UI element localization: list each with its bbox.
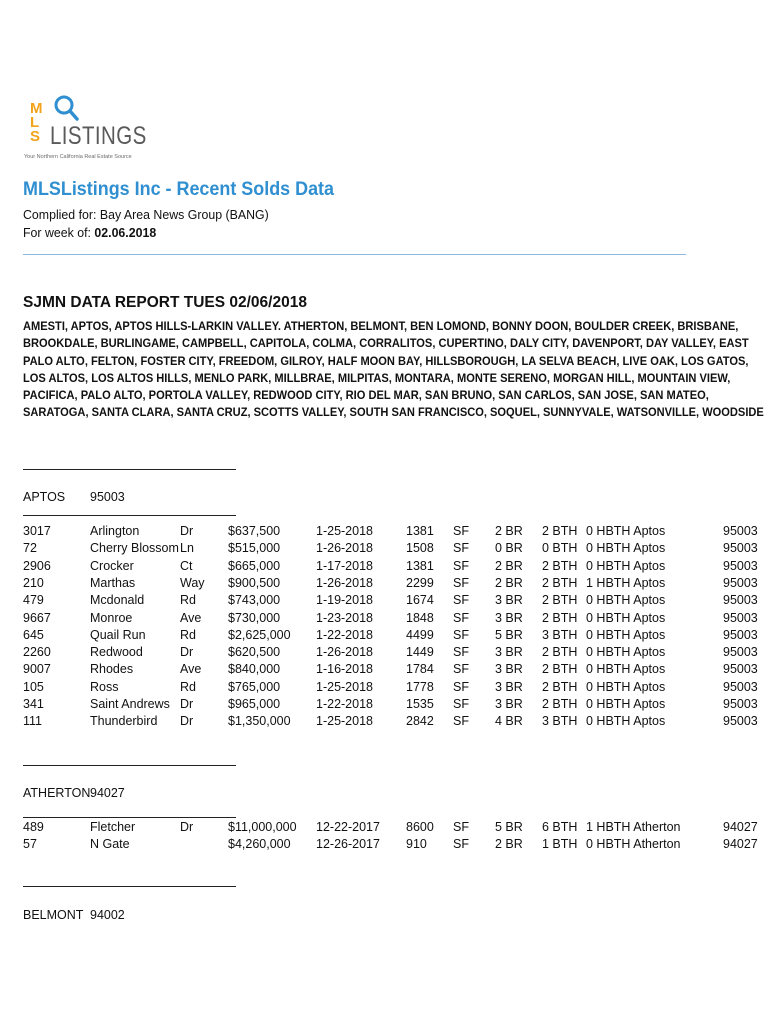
sale-row — [0, 837, 768, 854]
zip-code: 95003 — [723, 697, 758, 711]
week-label: For week of: — [23, 225, 91, 240]
street-type: Dr — [180, 820, 194, 834]
half-baths-city: 0 HBTH Aptos — [586, 679, 666, 694]
bathrooms: 2 BTH — [542, 662, 578, 677]
street-type: Dr — [180, 697, 194, 711]
property-type: SF — [453, 837, 469, 852]
square-feet: 1449 — [406, 645, 434, 660]
square-feet: 1778 — [406, 679, 434, 694]
compiled-for-line: Complied for: Bay Area News Group (BANG) — [23, 207, 269, 222]
street-type: Ct — [180, 558, 193, 573]
street-name: Marthas — [90, 575, 136, 590]
section-city: APTOS — [23, 490, 66, 504]
street-number: 57 — [23, 837, 37, 852]
half-baths-city: 0 HBTH Aptos — [586, 524, 666, 538]
property-type: SF — [453, 558, 469, 573]
bedrooms: 3 BR — [495, 662, 523, 677]
street-name: Thunderbird — [90, 714, 158, 729]
street-number: 645 — [23, 627, 44, 642]
sale-date: 1-22-2018 — [316, 627, 373, 642]
bathrooms: 2 BTH — [542, 593, 578, 608]
bathrooms: 0 BTH — [542, 541, 578, 556]
street-type: Ave — [180, 610, 202, 625]
bedrooms: 4 BR — [495, 714, 523, 729]
bedrooms: 3 BR — [495, 679, 523, 694]
street-type: Ln — [180, 541, 194, 556]
half-baths-city: 0 HBTH Aptos — [586, 610, 666, 625]
street-name: N Gate — [90, 837, 130, 852]
section-city: BELMONT — [23, 908, 84, 922]
bedrooms: 2 BR — [495, 837, 523, 852]
bedrooms: 3 BR — [495, 610, 523, 625]
street-number: 72 — [23, 541, 37, 556]
street-name: Saint Andrews — [90, 697, 170, 711]
street-name: Monroe — [90, 610, 133, 625]
bedrooms: 2 BR — [495, 558, 523, 573]
square-feet: 4499 — [406, 627, 434, 642]
sale-row — [0, 820, 768, 837]
city-list-line: LOS ALTOS, LOS ALTOS HILLS, MENLO PARK, MILLBRAE, MILPITAS, MONTARA, MONTE SERENO, MORGAN HILL, MOUNTAIN VIEW, — [23, 370, 731, 385]
bathrooms: 1 BTH — [542, 837, 578, 852]
zip-code: 94027 — [723, 820, 758, 834]
bedrooms: 5 BR — [495, 627, 523, 642]
logo-mls-letter: L — [30, 114, 40, 131]
sale-row — [0, 576, 768, 593]
bedrooms: 3 BR — [495, 593, 523, 608]
half-baths-city: 0 HBTH Aptos — [586, 558, 666, 573]
sale-row — [0, 559, 768, 576]
section-divider — [23, 886, 236, 887]
sale-price: $1,350,000 — [228, 714, 291, 729]
street-name: Redwood — [90, 645, 143, 660]
zip-code: 95003 — [723, 610, 758, 625]
street-number: 489 — [23, 820, 44, 834]
street-name: Cherry Blossom — [90, 541, 179, 556]
street-number: 2260 — [23, 645, 51, 660]
bedrooms: 2 BR — [495, 575, 523, 590]
magnifier-handle — [70, 111, 77, 119]
sale-date: 1-25-2018 — [316, 679, 373, 694]
sale-price: $965,000 — [228, 697, 281, 711]
header-divider — [23, 254, 686, 255]
street-type: Dr — [180, 714, 194, 729]
sale-date: 12-26-2017 — [316, 837, 380, 852]
street-number: 479 — [23, 593, 44, 608]
sale-price: $730,000 — [228, 610, 281, 625]
square-feet: 1381 — [406, 558, 434, 573]
sale-row — [0, 697, 768, 714]
bedrooms: 5 BR — [495, 820, 523, 834]
half-baths-city: 0 HBTH Aptos — [586, 697, 666, 711]
half-baths-city: 0 HBTH Aptos — [586, 645, 666, 660]
half-baths-city: 1 HBTH Aptos — [586, 575, 666, 590]
logo-mls-letter: M — [30, 100, 43, 117]
section-header — [23, 786, 125, 800]
square-feet: 1535 — [406, 697, 434, 711]
sale-price: $11,000,000 — [228, 820, 297, 834]
sale-date: 1-26-2018 — [316, 575, 373, 590]
zip-code: 95003 — [723, 558, 758, 573]
square-feet: 1848 — [406, 610, 434, 625]
sale-date: 1-26-2018 — [316, 645, 373, 660]
sale-date: 1-25-2018 — [316, 714, 373, 729]
logo-mls-text — [30, 102, 48, 144]
city-list-line: BROOKDALE, BURLINGAME, CAMPBELL, CAPITOLA, COLMA, CORRALITOS, CUPERTINO, DALY CITY, DAVENPORT, DAY VALLEY, EAST — [23, 336, 749, 351]
bathrooms: 2 BTH — [542, 679, 578, 694]
zip-code: 95003 — [723, 645, 758, 660]
sale-row — [0, 524, 768, 541]
city-list-line: PACIFICA, PALO ALTO, PORTOLA VALLEY, REDWOOD CITY, RIO DEL MAR, SAN BRUNO, SAN CARLOS, SAN JOSE, SAN MATEO, — [23, 388, 709, 403]
zip-code: 94027 — [723, 837, 758, 852]
street-type: Rd — [180, 593, 196, 608]
sale-price: $515,000 — [228, 541, 281, 556]
sale-date: 1-25-2018 — [316, 524, 373, 538]
half-baths-city: 0 HBTH Atherton — [586, 837, 681, 852]
sale-row — [0, 541, 768, 558]
street-name: Rhodes — [90, 662, 134, 677]
bedrooms: 2 BR — [495, 524, 523, 538]
street-number: 111 — [23, 714, 43, 729]
square-feet: 2842 — [406, 714, 434, 729]
street-type: Rd — [180, 627, 196, 642]
property-type: SF — [453, 662, 469, 677]
zip-code: 95003 — [723, 575, 758, 590]
property-type: SF — [453, 610, 469, 625]
street-number: 9007 — [23, 662, 51, 677]
zip-code: 95003 — [723, 541, 758, 556]
square-feet: 1381 — [406, 524, 434, 538]
sale-date: 12-22-2017 — [316, 820, 380, 834]
bedrooms: 3 BR — [495, 645, 523, 660]
square-feet: 1508 — [406, 541, 434, 556]
street-type: Way — [180, 575, 205, 590]
section-zip: 95003 — [90, 490, 125, 504]
sale-date: 1-26-2018 — [316, 541, 373, 556]
half-baths-city: 0 HBTH Aptos — [586, 714, 666, 729]
street-number: 341 — [23, 697, 44, 711]
week-line — [23, 225, 156, 240]
street-name: Crocker — [90, 558, 134, 573]
half-baths-city: 0 HBTH Aptos — [586, 541, 666, 556]
street-number: 210 — [23, 575, 44, 590]
square-feet: 1674 — [406, 593, 434, 608]
street-number: 9667 — [23, 610, 51, 625]
section-header — [23, 490, 125, 504]
bathrooms: 2 BTH — [542, 558, 578, 573]
street-name: Quail Run — [90, 627, 146, 642]
city-list-line: AMESTI, APTOS, APTOS HILLS-LARKIN VALLEY. ATHERTON, BELMONT, BEN LOMOND, BONNY DOON, BOULDER CREEK, BRISBANE, — [23, 319, 739, 333]
bathrooms: 2 BTH — [542, 575, 578, 590]
sale-date: 1-23-2018 — [316, 610, 373, 625]
property-type: SF — [453, 575, 469, 590]
sale-date: 1-22-2018 — [316, 697, 373, 711]
report-title: SJMN DATA REPORT TUES 02/06/2018 — [23, 294, 307, 311]
section-zip: 94002 — [90, 908, 125, 922]
sale-date: 1-19-2018 — [316, 593, 373, 608]
half-baths-city: 0 HBTH Aptos — [586, 593, 666, 608]
week-value: 02.06.2018 — [94, 225, 157, 240]
property-type: SF — [453, 714, 469, 729]
logo-wordmark: LISTINGS — [50, 122, 147, 150]
street-type: Dr — [180, 645, 194, 660]
property-type: SF — [453, 645, 469, 660]
zip-code: 95003 — [723, 662, 758, 677]
bathrooms: 2 BTH — [542, 645, 578, 660]
sale-date: 1-17-2018 — [316, 558, 373, 573]
street-name: Ross — [90, 679, 119, 694]
street-number: 2906 — [23, 558, 51, 573]
city-list-line: SARATOGA, SANTA CLARA, SANTA CRUZ, SCOTTS VALLEY, SOUTH SAN FRANCISCO, SOQUEL, SUNNYVALE, WATSONVILLE, WOODSIDE — [23, 405, 764, 420]
property-type: SF — [453, 820, 469, 834]
section-zip: 94027 — [90, 786, 125, 800]
sale-price: $2,625,000 — [228, 627, 291, 642]
bedrooms: 0 BR — [495, 541, 523, 556]
sale-row — [0, 680, 768, 697]
bathrooms: 3 BTH — [542, 627, 578, 642]
section-divider — [23, 515, 236, 516]
half-baths-city: 0 HBTH Aptos — [586, 627, 666, 642]
property-type: SF — [453, 593, 469, 608]
sale-row — [0, 628, 768, 645]
street-type: Rd — [180, 679, 196, 694]
city-list-line: PALO ALTO, FELTON, FOSTER CITY, FREEDOM, GILROY, HALF MOON BAY, HILLSBOROUGH, LA SELVA BEACH, LIVE OAK, LOS GATOS, — [23, 353, 749, 368]
street-type: Ave — [180, 662, 202, 677]
property-type: SF — [453, 697, 469, 711]
property-type: SF — [453, 541, 469, 556]
bathrooms: 2 BTH — [542, 524, 578, 538]
sale-price: $900,500 — [228, 575, 281, 590]
sale-price: $665,000 — [228, 558, 281, 573]
zip-code: 95003 — [723, 714, 758, 729]
bathrooms: 3 BTH — [542, 714, 578, 729]
sale-row — [0, 593, 768, 610]
square-feet: 1784 — [406, 662, 434, 677]
street-number: 105 — [23, 679, 44, 694]
sale-price: $4,260,000 — [228, 837, 291, 852]
street-name: Mcdonald — [90, 593, 145, 608]
section-divider — [23, 469, 236, 470]
section-city: ATHERTON — [23, 786, 91, 800]
bedrooms: 3 BR — [495, 697, 523, 711]
street-name: Arlington — [90, 524, 140, 538]
half-baths-city: 1 HBTH Atherton — [586, 820, 681, 834]
property-type: SF — [453, 627, 469, 642]
property-type: SF — [453, 679, 469, 694]
sale-row — [0, 611, 768, 628]
sale-price: $620,500 — [228, 645, 281, 660]
logo-mls-letter: S — [30, 128, 41, 145]
street-name: Fletcher — [90, 820, 136, 834]
section-divider — [23, 765, 236, 766]
bathrooms: 6 BTH — [542, 820, 578, 834]
logo-tagline: Your Northern California Real Estate Source — [24, 154, 132, 160]
section-divider — [23, 817, 236, 818]
property-type: SF — [453, 524, 469, 538]
city-list — [23, 318, 768, 422]
sale-price: $765,000 — [228, 679, 281, 694]
bathrooms: 2 BTH — [542, 610, 578, 625]
zip-code: 95003 — [723, 593, 758, 608]
sale-price: $743,000 — [228, 593, 281, 608]
sale-row — [0, 645, 768, 662]
half-baths-city: 0 HBTH Aptos — [586, 662, 666, 677]
square-feet: 8600 — [406, 820, 434, 834]
street-type: Dr — [180, 524, 194, 538]
section-header — [23, 908, 125, 922]
sale-date: 1-16-2018 — [316, 662, 373, 677]
page-title: MLSListings Inc - Recent Solds Data — [23, 178, 335, 200]
square-feet: 910 — [406, 837, 427, 852]
sale-row — [0, 714, 768, 731]
zip-code: 95003 — [723, 524, 758, 538]
street-number: 3017 — [23, 524, 51, 538]
bathrooms: 2 BTH — [542, 697, 578, 711]
sale-price: $637,500 — [228, 524, 281, 538]
mlslistings-logo — [22, 92, 152, 164]
zip-code: 95003 — [723, 679, 758, 694]
zip-code: 95003 — [723, 627, 758, 642]
sale-price: $840,000 — [228, 662, 281, 677]
sale-row — [0, 662, 768, 679]
square-feet: 2299 — [406, 575, 434, 590]
